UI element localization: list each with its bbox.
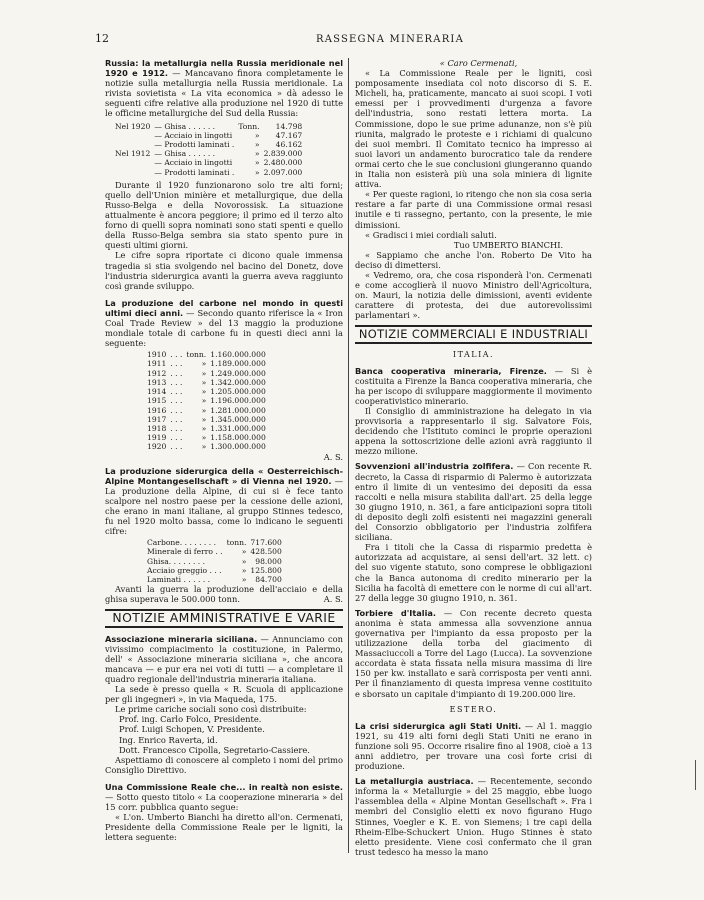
article-associazione <box>105 634 343 684</box>
row-unit: » <box>241 565 247 575</box>
row-unit: » <box>201 405 207 415</box>
article-title: Torbiere d'Italia. <box>355 607 437 618</box>
left-column <box>105 58 343 842</box>
article-body: — La produzione della Alpine, di cui si è fece tanto scalpore nel nostro paese per la cessione delle azioni, che erano in mani italiane, al gruppo Stinnes tedesco, fu nel 1920 molto bassa, come lo indicano le seguenti cifre: <box>105 475 344 537</box>
article-russia <box>105 58 343 119</box>
row-unit: » <box>254 158 260 168</box>
row-value: 2.839.000 <box>263 149 303 159</box>
row-year <box>113 168 152 177</box>
letter-paragraph-1: « La Commissione Reale per le ligniti, così pomposamente insediata col noto discorso di S. E. Micheli, ha, praticamente, mancato ai suoi scopi. I voti emessi per i provvedimenti d'urgenza a favore dell'industria, sono restati lettera morta. La Commissione, dopo le sue prime adunanze, non s'è più riunita, malgrado le proteste e i richiami di qualcuno dei suoi membri. Il Comitato tecnico ha impresso ai suoi lavori un andamento burocratico tale da rendere ormai certo che le sue conclusioni giungeranno quando in Italia non esisterà più una sola miniera di lignite attiva. <box>355 68 592 190</box>
article-carbone <box>105 298 343 348</box>
letter-salutation: « Caro Cermenati, <box>439 58 518 68</box>
row-value: 84.700 <box>255 575 282 585</box>
row-unit: » <box>201 442 207 452</box>
article-title: Associazione mineraria siciliana. <box>105 633 258 644</box>
row-dots: . . . <box>170 368 183 378</box>
row-value: 1.160.000.000 <box>210 350 266 360</box>
article-metallurgia-austriaca <box>355 776 592 857</box>
table-row <box>145 557 284 566</box>
officer-line: Dott. Francesco Cipolla, Segretario-Cassiere. <box>119 744 310 755</box>
row-value: 1.342.000.000 <box>210 377 266 387</box>
row-item: Ghisa. . . . . . . . <box>147 556 206 566</box>
row-dots: . . . <box>170 414 183 424</box>
row-value: 428.500 <box>250 547 282 557</box>
table-row <box>145 387 268 396</box>
row-unit: » <box>241 575 247 585</box>
row-value: 1.281.000.000 <box>210 405 266 415</box>
row-year: Nel 1912 <box>115 149 151 159</box>
row-value: 717.600 <box>250 538 282 548</box>
row-unit: » <box>201 423 207 433</box>
journal-title: RASSEGNA MINERARIA <box>315 34 464 45</box>
table-row <box>145 424 268 433</box>
associazione-cariche: Le prime cariche sociali sono così distribuite: <box>115 704 307 715</box>
coal-table <box>145 350 268 451</box>
row-dots: . . . <box>170 423 183 433</box>
row-year: 1910 <box>147 350 167 360</box>
row-year: 1915 <box>147 396 167 406</box>
table-row <box>113 140 304 149</box>
row-dots: . . . <box>170 396 183 406</box>
letter-paragraph-2: « Per queste ragioni, io ritengo che non sia cosa seria restare a far parte di una Commissione ormai resasi inutile e ti rassegno, pertanto, con la presente, le mie dimissioni. <box>355 189 592 230</box>
row-unit: » <box>241 547 247 557</box>
table-row <box>145 396 268 405</box>
page-number: 12 <box>95 32 109 45</box>
row-unit: » <box>201 368 207 378</box>
row-unit: » <box>201 387 207 397</box>
article-body: — Sotto questo titolo « La cooperazione mineraria » del 15 corr. pubblica quanto segue: <box>105 791 343 813</box>
table-row <box>145 350 268 359</box>
article-title: La produzione del carbone nel mondo in questi ultimi dieci anni. <box>105 297 343 318</box>
table-row <box>145 378 268 387</box>
row-value: 1.300.000.000 <box>210 442 266 452</box>
table-row <box>145 442 268 451</box>
article-title: Una Commissione Reale che... in realtà non esiste. <box>105 781 343 792</box>
article-banca <box>355 366 592 406</box>
table-row <box>113 131 304 140</box>
article-crisi-usa <box>355 721 592 771</box>
row-unit: » <box>201 359 207 369</box>
table-row <box>113 149 304 158</box>
table-row <box>113 168 304 177</box>
russia-paragraph-2: Durante il 1920 funzionarono solo tre alti forni; quello dell'Union minière et metallurgique, due della Russo-Belga e della Novorossisk. La situazione attualmente è ancora peggiore; il primo ed il terzo alto forno di quelli sopra nominati sono stati spenti e quello della Russo-Belga sembra sia stato spento pure in questi ultimi giorni. <box>105 179 343 251</box>
table-row <box>145 538 284 547</box>
row-year: 1918 <box>147 423 167 433</box>
row-value: 1.196.000.000 <box>210 396 266 406</box>
row-unit: » <box>201 377 207 387</box>
row-unit: » <box>254 167 260 177</box>
row-value: 47.167 <box>275 130 303 140</box>
row-unit: » <box>254 130 260 140</box>
row-year: 1913 <box>147 377 167 387</box>
russia-paragraph-3: Le cifre sopra riportate ci dicono quale immensa tragedia si stia svolgendo nel bacino del Donetz, dove l'industria siderurgica avanti la guerra aveva raggiunto così grande sviluppo. <box>105 250 343 291</box>
row-value: 1.205.000.000 <box>210 387 266 397</box>
row-value: 14.798 <box>275 121 303 131</box>
table-row <box>145 415 268 424</box>
row-value: 1.189.000.000 <box>210 359 266 369</box>
table-row <box>145 359 268 368</box>
row-value: 1.345.000.000 <box>210 414 266 424</box>
table-row <box>145 566 284 575</box>
margin-mark <box>695 760 696 790</box>
table-row <box>145 433 268 442</box>
article-body: — Recentemente, secondo informa la « Metallurgie » del 25 maggio, ebbe luogo l'assemblea della « Alpine Montan Gesellschaft ». Fra i membri del Consiglio eletti ex novo figurano Hugo Stinnes, Voegler e K. E. von Siemens; i tre capi della Rheim-Elbe-Schuckert Union. Hugo Stinnes è stato eletto presidente. Viene così confermato che il gran trust tedesco ha messo la mano <box>355 776 593 857</box>
running-header <box>95 34 685 52</box>
row-unit: » <box>201 414 207 424</box>
article-title: La metallurgia austriaca. <box>355 776 474 787</box>
row-dots: . . . <box>170 433 183 443</box>
row-unit: » <box>254 149 260 159</box>
row-dots: . . . <box>170 359 183 369</box>
article-body: — Con recente decreto questa anonima è stata ammessa alla sovvenzione annua governativa per l'impianto da essa proposto per la utilizzazione della torba del giacimento di Massaciuccoli a Torre del Lago (Lucca). La sovvenzione accordata è stata fissata nella misura massima di lire 150 per kw. installato e sarà corrisposta per venti anni. Per il finanziamento di questa impresa venne costituito e sborsato un capitale d'impianto di 19.200.000 lire. <box>355 607 593 699</box>
alpine-table <box>145 538 284 584</box>
row-unit: tonn. <box>186 350 207 360</box>
row-dots: . . . <box>170 377 183 387</box>
article-body: — Con recente R. decreto, la Cassa di risparmio di Palermo è autorizzata entro il limite di un ventesimo dei depositi da essa raccolti e nella misura stabilita dall'art. 25 della legge 30 giugno 1910, n. 361, a fare anticipazioni sopra titoli di deposito degli zolfi esistenti nei magazzini generali del Consorzio obbligatorio per l'industria zolfifera siciliana. <box>355 461 592 543</box>
table-row <box>145 406 268 415</box>
row-unit: » <box>241 556 247 566</box>
article-sovvenzioni <box>355 461 592 542</box>
row-item: — Ghisa . . . . . . <box>154 149 216 159</box>
article-body: — Mancavano finora completamente le notizie sulla metallurgia nella Russia meridionale. La rivista sovietista « La vita economica » dà adesso le seguenti cifre relative alla produzione nel 1920 di tutte le officine metallurgiche del Sud della Russia: <box>105 68 343 119</box>
column-divider <box>348 58 349 853</box>
row-item: Carbone. . . . . . . . <box>147 538 216 548</box>
officer-line: Prof. Luigi Schopen, V. Presidente. <box>119 724 265 735</box>
row-item: Laminati . . . . . . <box>147 575 211 585</box>
row-year: 1919 <box>147 433 167 443</box>
row-value: 46.162 <box>275 139 303 149</box>
row-value: 1.249.000.000 <box>210 368 266 378</box>
row-item: — Acciaio in lingotti <box>154 130 233 140</box>
article-body: — Secondo quanto riferisce la « Iron Coal Trade Review » del 13 maggio la produzione mondiale totale di carbone fu in questi dieci anni la seguente: <box>105 307 344 349</box>
associazione-sede: La sede è presso quella « R. Scuola di applicazione per gli ingegneri », in via Maqueda, 175. <box>105 684 343 705</box>
russia-table <box>113 122 304 177</box>
right-column <box>355 58 592 857</box>
article-body: — Annunciamo con vivissimo compiacimento la costituzione, in Palermo, dell' « Associazione mineraria siciliana », che ancora mancava — e pur era nei voti di tutti — a completare il quadro regionale dell'industria mineraria italiana. <box>105 633 343 684</box>
table-row <box>145 547 284 556</box>
article-title: Russia: la metallurgia nella Russia meridionale nel 1920 e 1912. <box>105 58 343 79</box>
row-year: 1916 <box>147 405 167 415</box>
row-item: — Ghisa . . . . . . <box>154 121 216 131</box>
row-year: 1914 <box>147 387 167 397</box>
row-dots: . . . <box>170 442 183 452</box>
letter-paragraph-3: « Gradisci i miei cordiali saluti. <box>365 229 497 240</box>
article-body: — Si è costituita a Firenze la Banca cooperativa mineraria, che ha per iscopo di sviluppare maggiormente il movimento cooperativistico minerario. <box>355 365 592 406</box>
sovvenzioni-paragraph-2: Fra i titoli che la Cassa di risparmio predetta è autorizzata ad acquistare, ai sensi dell'art. 32 lett. c) del suo vigente statuto, sono comprese le obbligazioni che la Banca autonoma di credito minerario per la Sicilia ha facoltà di emettere con le norme di cui all'art. 27 della legge 30 giugno 1910, n. 361. <box>355 542 592 603</box>
article-title: Sovvenzioni all'industria zolfifera. <box>355 461 514 472</box>
subsection-estero: ESTERO. <box>449 704 498 714</box>
alpine-text: Avanti la guerra la produzione dell'acciaio e della ghisa superava le 500.000 tonn. <box>105 584 343 605</box>
row-year: 1912 <box>147 368 167 378</box>
row-unit: tonn. <box>226 538 247 548</box>
table-row <box>113 122 304 131</box>
row-unit: » <box>201 433 207 443</box>
article-title: La crisi siderurgica agli Stati Uniti. <box>355 720 522 731</box>
commissione-paragraph-2: « L'on. Umberto Bianchi ha diretto all'on. Cermenati, Presidente della Commissione Reale per le ligniti, la lettera seguente: <box>105 812 343 843</box>
section-title-notizie-amministrative: NOTIZIE AMMINISTRATIVE E VARIE <box>105 609 343 627</box>
row-item: — Acciaio in lingotti <box>154 158 233 168</box>
officer-line: Ing. Enrico Raverta, id. <box>119 734 218 745</box>
row-item: — Prodotti laminati . <box>154 139 235 149</box>
row-value: 2.097.000 <box>263 167 303 177</box>
row-year <box>113 158 152 167</box>
row-year: 1920 <box>147 442 167 452</box>
table-row <box>145 369 268 378</box>
letter-signature: Tuo UMBERTO BIANCHI. <box>453 239 564 250</box>
row-year: 1917 <box>147 414 167 424</box>
associazione-aspettiamo: Aspettiamo di conoscere al completo i nomi del primo Consiglio Direttivo. <box>105 754 343 775</box>
row-unit: » <box>201 396 207 406</box>
row-unit: » <box>254 139 260 149</box>
row-value: 2.480.000 <box>263 158 303 168</box>
row-year: Nel 1920 <box>115 121 151 131</box>
row-year: 1911 <box>147 359 167 369</box>
signature: A. S. <box>323 594 343 605</box>
banca-paragraph-2: Il Consiglio di amministrazione ha delegato in via provvisoria a rappresentarlo il sig. Salvatore Fois, decidendo che l'Istituto cominci le proprie operazioni appena la sottoscrizione delle azioni avrà raggiunto il mezzo milione. <box>355 406 592 457</box>
letter-paragraph-4: « Sappiamo che anche l'on. Roberto De Vito ha deciso di dimettersi. <box>355 249 592 270</box>
article-title: Banca cooperativa mineraria, Firenze. <box>355 365 547 376</box>
section-title-notizie-commerciali: NOTIZIE COMMERCIALI E INDUSTRIALI <box>355 325 592 343</box>
signature: A. S. <box>323 451 343 462</box>
row-item: Minerale di ferro . . <box>147 547 223 557</box>
row-dots: . . . <box>170 405 183 415</box>
table-row <box>113 158 304 167</box>
row-unit: Tonn. <box>238 121 260 131</box>
article-body: — Al 1. maggio 1921, su 419 alti forni degli Stati Uniti ne erano in funzione soli 95. Occorre risalire fino al 1908, cioè a 13 anni addietro, per trovare una così forte crisi di produzione. <box>355 720 593 772</box>
officers-list <box>105 714 343 754</box>
row-value: 1.331.000.000 <box>210 423 266 433</box>
article-oesterreich <box>105 466 343 537</box>
alpine-paragraph-2 <box>105 584 343 604</box>
article-torbiere <box>355 608 592 699</box>
officer-line: Prof. ing. Carlo Folco, Presidente. <box>119 714 262 725</box>
row-item: — Prodotti laminati . <box>154 167 235 177</box>
row-year <box>113 131 152 140</box>
article-commissione <box>105 782 343 812</box>
table-row <box>145 575 284 584</box>
row-value: 125.800 <box>250 565 282 575</box>
row-dots: . . . <box>170 350 183 360</box>
article-title: La produzione siderurgica della « Oesterreichisch-Alpine Montangesellschaft » di Vienna nel 1920. <box>105 465 343 486</box>
row-dots: . . . <box>170 387 183 397</box>
letter-paragraph-5: « Vedremo, ora, che cosa risponderà l'on. Cermenati e come accoglierà il nuovo Ministro dell'Agricoltura, on. Mauri, la notizia delle dimissioni, aventi evidente carattere di protesta, dei due autorevolissimi parlamentari ». <box>355 269 592 321</box>
row-item: Acciaio greggio . . . <box>147 565 222 575</box>
row-year <box>113 140 152 149</box>
subsection-italia: ITALIA. <box>452 349 495 359</box>
row-value: 98.000 <box>255 556 282 566</box>
row-value: 1.158.000.000 <box>210 433 266 443</box>
